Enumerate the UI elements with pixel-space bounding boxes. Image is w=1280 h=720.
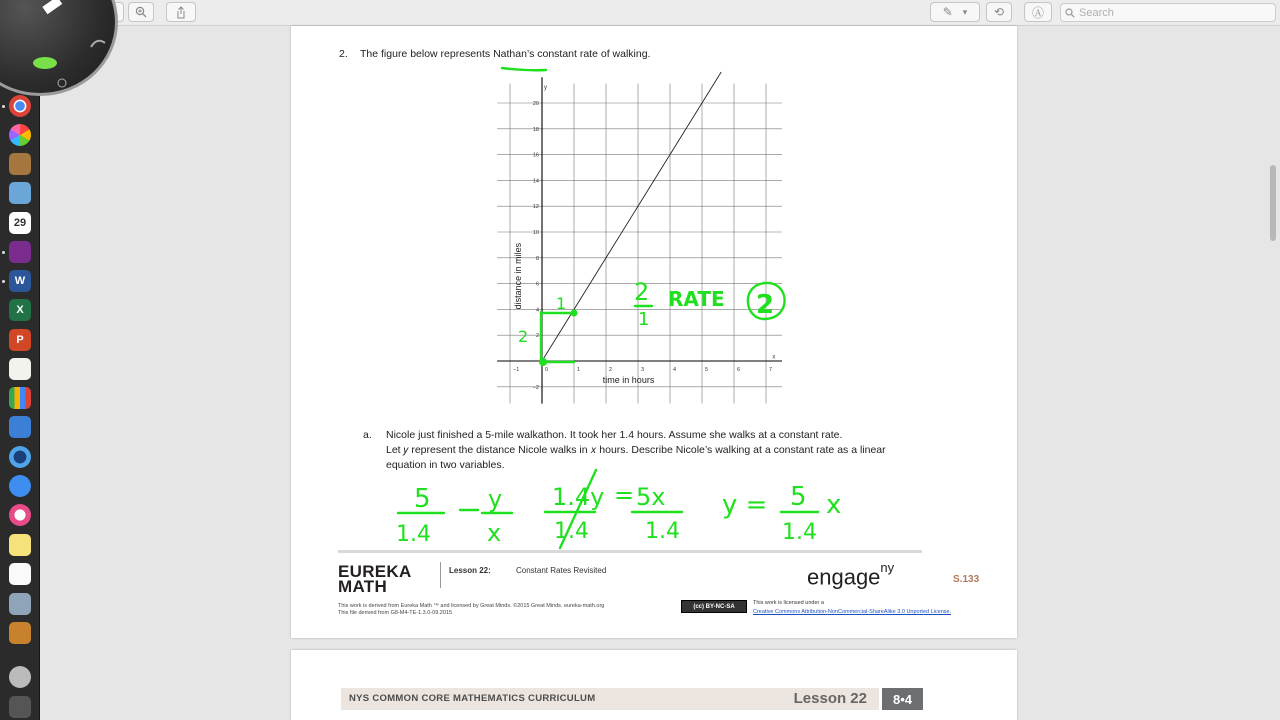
running-indicator <box>2 251 5 254</box>
markup-button[interactable] <box>930 2 980 22</box>
x-tick-label: 1 <box>577 367 581 373</box>
y-tick-label: 8 <box>535 255 539 262</box>
x-axis-label: time in hours <box>602 374 655 385</box>
y-tick-label: 20 <box>532 101 539 107</box>
search-placeholder: Search <box>1079 6 1114 19</box>
messages-icon[interactable] <box>9 475 31 497</box>
engage-word: engage <box>807 564 881 590</box>
textedit-icon[interactable] <box>9 358 31 380</box>
powerpoint-letter: P <box>16 334 24 346</box>
y-tick-label: 10 <box>532 230 539 236</box>
ink-eq: 5x <box>636 483 666 511</box>
powerpoint-icon[interactable] <box>9 329 31 351</box>
quicktime-icon[interactable] <box>9 446 31 468</box>
x-tick-label: 2 <box>609 367 613 373</box>
y-tick-label: −2 <box>532 384 539 391</box>
banner-text: NYS COMMON CORE MATHEMATICS CURRICULUM <box>349 693 596 704</box>
scrollbar-track[interactable] <box>1268 26 1280 720</box>
x-tick-label: 0 <box>545 367 549 373</box>
eraser-icon[interactable] <box>42 0 62 14</box>
ink-rate-word: RATE <box>668 287 725 311</box>
logo-line: EUREKA <box>338 562 412 581</box>
share-icon <box>175 6 187 19</box>
y-axis-label: distance in miles <box>513 242 523 310</box>
annotate-button[interactable] <box>1024 2 1052 22</box>
ink-eq: y <box>488 485 503 513</box>
part-a-line: Let 𝑦 represent the distance Nicole walks in 𝑥 hours. Describe Nicole’s walking at a constant rate as a linear <box>386 444 886 456</box>
preview-icon[interactable] <box>9 182 31 204</box>
zoom-in-icon <box>135 6 147 18</box>
part-a-line: Nicole just finished a 5-mile walkathon. It took her 1.4 hours. Assume she walks at a constant rate. <box>386 429 843 441</box>
x-tick-label: 5 <box>705 367 709 373</box>
color-swatch-icon[interactable] <box>33 57 57 69</box>
photo-booth-icon[interactable] <box>9 241 31 263</box>
x-tick-label: −1 <box>513 367 520 373</box>
engage-sup: ny <box>880 560 895 575</box>
x-tick-label: 4 <box>673 367 677 373</box>
document-page <box>291 26 1017 638</box>
footer-divider <box>440 562 441 588</box>
cc-license-badge: (cc) BY-NC-SA <box>681 600 747 613</box>
ink-eq: 1.4 <box>645 519 680 544</box>
banner-lesson: Lesson 22 <box>793 690 867 707</box>
pen-icon: ✎ <box>942 5 953 19</box>
document-page <box>291 650 1017 720</box>
word-icon[interactable] <box>9 270 31 292</box>
rotate-icon: ⟲ <box>993 5 1005 19</box>
series-line <box>542 72 721 361</box>
annotate-icon: Ⓐ <box>1031 5 1044 20</box>
search-icon <box>1065 8 1075 18</box>
x-tick-label: 7 <box>769 367 773 373</box>
search-field[interactable] <box>1060 3 1276 22</box>
share-button[interactable] <box>166 2 196 22</box>
contacts-icon[interactable] <box>9 153 31 175</box>
ink-eq: 1.4 <box>396 522 431 547</box>
excel-icon[interactable] <box>9 299 31 321</box>
license-text: This work is licensed under a <box>753 600 824 606</box>
ink-eq: x <box>826 490 842 520</box>
y-tick-label: 16 <box>532 152 539 159</box>
notes-icon[interactable] <box>9 534 31 556</box>
y-tick-label: 4 <box>535 307 539 314</box>
y-tick-label: 6 <box>535 281 539 288</box>
question-text: The figure below represents Nathan’s constant rate of walking. <box>360 48 651 60</box>
y-axis-letter: y <box>544 84 547 91</box>
footer-rule <box>338 550 922 553</box>
ink-eq: 1.4 <box>554 519 589 544</box>
ink-rate-den: 1 <box>638 309 650 330</box>
undo-icon[interactable] <box>91 41 105 47</box>
credit-line: This file derived from G8-M4-TE-1.3.0-09.2015 <box>338 610 453 616</box>
ink-rise: 2 <box>518 327 529 346</box>
part-a-line: equation in two variables. <box>386 459 505 471</box>
pen-tool-graphics <box>0 0 121 99</box>
lesson-label: Lesson 22: <box>449 566 491 575</box>
rotate-button[interactable] <box>986 2 1012 22</box>
itunes-icon[interactable] <box>9 504 31 526</box>
running-indicator <box>2 280 5 283</box>
ink-rate-value: 2 <box>756 290 775 320</box>
ink-eq: 1.4 <box>782 520 817 545</box>
dock <box>0 26 40 720</box>
zoom-in-button[interactable] <box>128 2 154 22</box>
y-tick-label: 2 <box>535 333 539 340</box>
credit-line: This work is derived from Eureka Math ™ and licensed by Great Minds. ©2015 Great Minds. eureka-math.org <box>338 603 605 609</box>
y-tick-label: 18 <box>532 126 539 133</box>
x-tick-label: 3 <box>641 367 645 373</box>
module-badge: 8•4 <box>882 688 923 710</box>
x-axis-letter: x <box>772 354 776 361</box>
settings-icon[interactable] <box>58 79 66 87</box>
license-link[interactable]: Creative Commons Attribution-NonCommercial-ShareAlike 3.0 Unported License. <box>753 609 952 615</box>
x-tick-label: 6 <box>737 367 741 373</box>
running-indicator <box>2 105 5 108</box>
rate-graph <box>496 70 796 410</box>
ink-eq: y = <box>722 490 768 520</box>
eureka-math-logo <box>338 564 412 594</box>
pen-tool-palette[interactable] <box>0 0 118 96</box>
utility-icon[interactable] <box>9 666 31 688</box>
curriculum-banner <box>341 688 879 710</box>
ink-eq: = <box>614 481 635 509</box>
ink-eq: 5 <box>790 482 807 512</box>
calendar-day: 29 <box>13 217 27 229</box>
ink-eq: 1.4y <box>552 483 605 511</box>
word-letter: W <box>14 275 26 287</box>
scrollbar-thumb[interactable] <box>1270 165 1276 241</box>
engage-ny-logo <box>807 560 895 590</box>
calculator-icon[interactable] <box>9 622 31 644</box>
ink-eq: x <box>487 519 502 547</box>
viewer-toolbar <box>0 0 1280 26</box>
page-number: S.133 <box>953 574 980 585</box>
numbers-icon[interactable] <box>9 387 31 409</box>
excel-letter: X <box>16 304 24 316</box>
question-number: 2. <box>339 48 348 60</box>
photos-icon[interactable] <box>9 124 31 146</box>
chevron-down-icon: ▾ <box>962 6 968 17</box>
finder-icon[interactable] <box>9 696 31 718</box>
ink-run: 1 <box>556 294 567 313</box>
lesson-title: Constant Rates Revisited <box>516 566 607 575</box>
calendar-icon[interactable] <box>9 212 31 234</box>
screenshot-icon[interactable] <box>9 593 31 615</box>
logo-line: MATH <box>338 577 388 596</box>
y-tick-label: 14 <box>532 178 539 185</box>
part-a-label: a. <box>363 429 372 441</box>
ink-eq: 5 <box>414 484 431 514</box>
y-tick-label: 12 <box>532 204 539 211</box>
ink-rate-num: 2 <box>634 278 650 306</box>
keynote-icon[interactable] <box>9 416 31 438</box>
reminders-icon[interactable] <box>9 563 31 585</box>
